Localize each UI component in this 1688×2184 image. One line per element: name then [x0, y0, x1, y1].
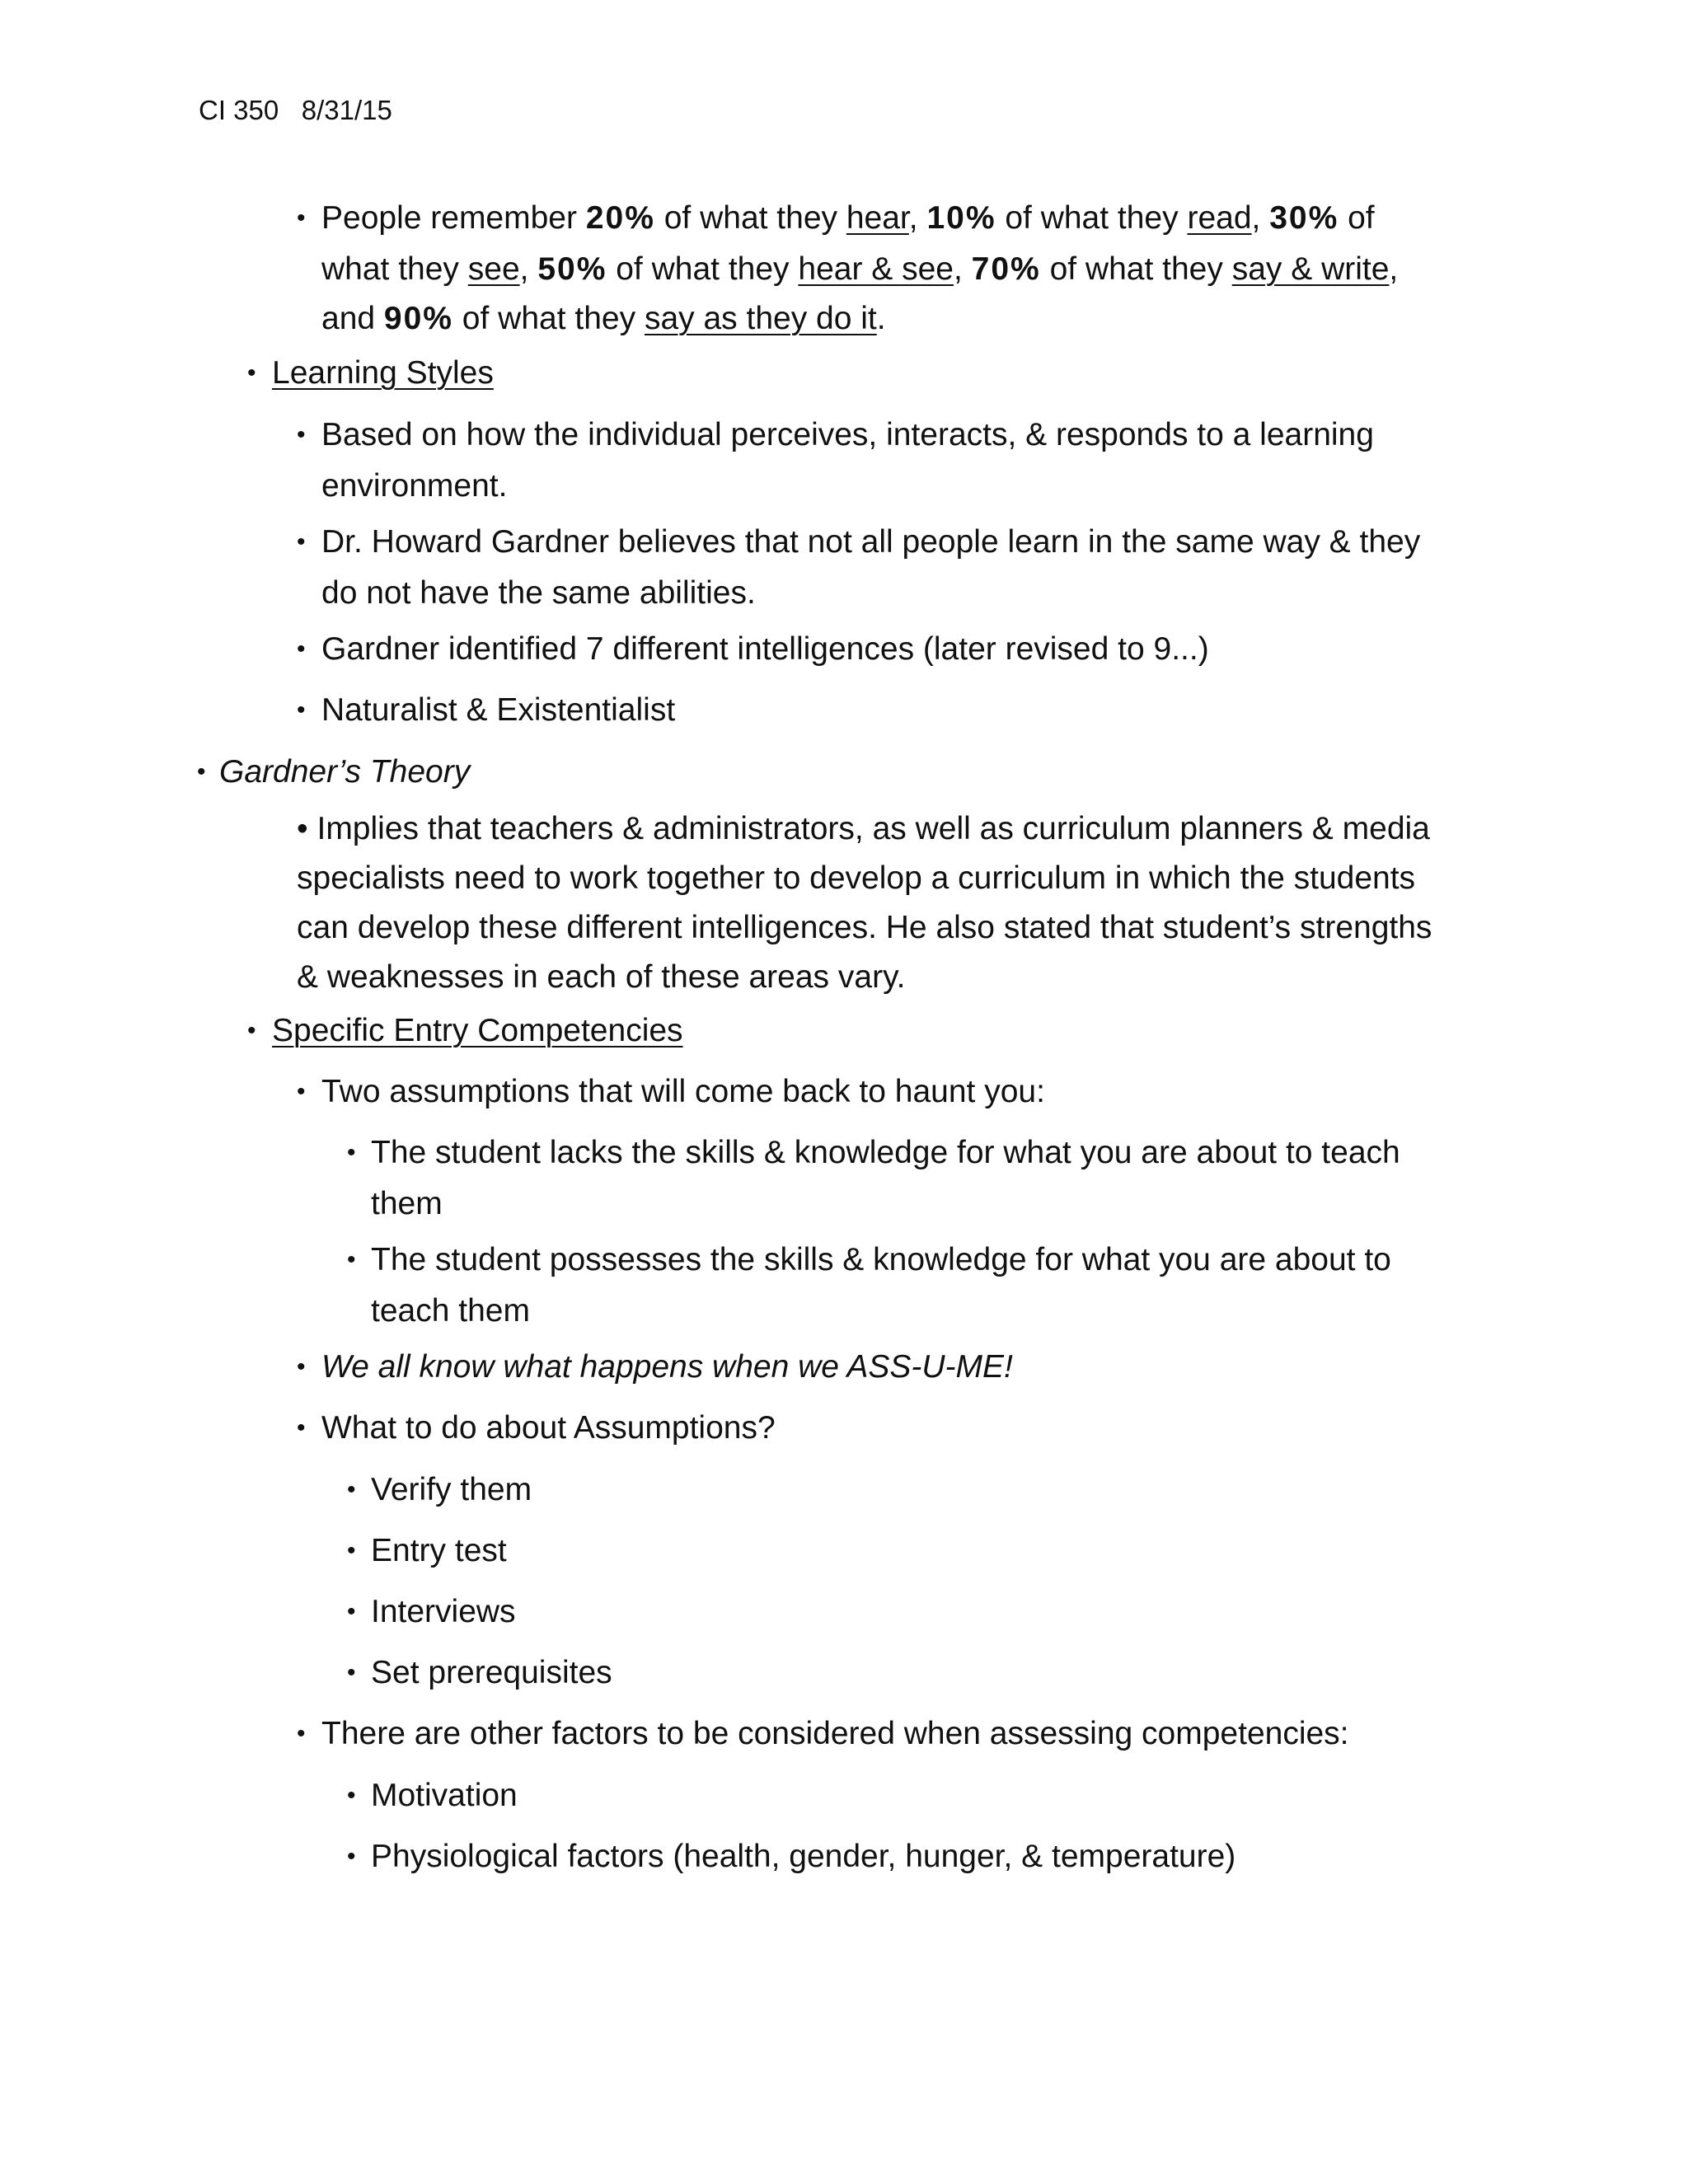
- learning-styles-item-1-line-2: environment.: [321, 468, 508, 504]
- gardner-para-line-3: can develop these different intelligences. He also stated that student’s strengths: [297, 910, 1432, 945]
- gardner-heading: Gardner’s Theory: [219, 754, 471, 790]
- bullet: •: [297, 204, 306, 232]
- say-do-text: say as they do it: [644, 301, 877, 336]
- assumptions-item: Two assumptions that will come back to haunt you:: [321, 1074, 1045, 1109]
- see-text: see: [467, 251, 520, 287]
- gardner-para-line-1: • Implies that teachers & administrators, as well as curriculum planners & media: [297, 811, 1430, 846]
- bullet: •: [297, 528, 306, 555]
- header-date: 8/31/15: [301, 95, 392, 125]
- bullet: •: [347, 1139, 356, 1166]
- read-text: read: [1187, 200, 1252, 236]
- assumption-1-line-1: The student lacks the skills & knowledge for what you are about to teach: [371, 1135, 1400, 1170]
- bullet: •: [297, 1078, 306, 1105]
- what-to-do-item: What to do about Assumptions?: [321, 1410, 776, 1446]
- do-item-3: Interviews: [371, 1594, 516, 1629]
- page-header: [199, 92, 392, 129]
- assumption-2-line-2: teach them: [371, 1293, 530, 1329]
- factor-item-2: Physiological factors (health, gender, hunger, & temperature): [371, 1839, 1236, 1874]
- bullet: •: [347, 1246, 356, 1273]
- bullet: •: [197, 758, 206, 785]
- bullet: •: [347, 1537, 356, 1564]
- bullet: •: [347, 1659, 356, 1686]
- bullet: •: [297, 635, 306, 663]
- learning-styles-heading: Learning Styles: [272, 355, 494, 391]
- bullet: •: [297, 696, 306, 724]
- learning-styles-item-4: Naturalist & Existentialist: [321, 692, 676, 728]
- bullet: •: [247, 359, 256, 387]
- factor-item-1: Motivation: [371, 1778, 518, 1813]
- bullet: •: [347, 1782, 356, 1809]
- retention-line-1: People remember 20% of what they hear, 10% of what they read, 30% of: [321, 200, 1375, 236]
- assume-item: We all know what happens when we ASS-U-ME!: [321, 1349, 1013, 1385]
- learning-styles-item-3: Gardner identified 7 different intelligences (later revised to 9...): [321, 631, 1209, 667]
- learning-styles-item-1-line-1: Based on how the individual perceives, interacts, & responds to a learning: [321, 417, 1374, 452]
- percent-20: 20%: [585, 200, 655, 236]
- bullet: •: [297, 421, 306, 448]
- bullet: •: [297, 1720, 306, 1747]
- say-write-text: say & write: [1231, 251, 1390, 287]
- assumption-1-line-2: them: [371, 1186, 443, 1221]
- retention-line-2: what they see, 50% of what they hear & see, 70% of what they say & write,: [321, 251, 1399, 287]
- bullet: •: [347, 1843, 356, 1870]
- percent-90: 90%: [383, 301, 453, 336]
- other-factors-item: There are other factors to be considered when assessing competencies:: [321, 1716, 1349, 1751]
- bullet: •: [347, 1598, 356, 1625]
- bullet: •: [297, 1414, 306, 1441]
- percent-10: 10%: [926, 200, 996, 236]
- retention-line-3: and 90% of what they say as they do it.: [321, 301, 886, 336]
- assumption-2-line-1: The student possesses the skills & knowledge for what you are about to: [371, 1242, 1391, 1277]
- learning-styles-item-2-line-2: do not have the same abilities.: [321, 575, 756, 611]
- bullet: •: [247, 1017, 256, 1044]
- do-item-2: Entry test: [371, 1533, 507, 1568]
- do-item-4: Set prerequisites: [371, 1655, 612, 1690]
- bullet: •: [297, 1353, 306, 1380]
- percent-50: 50%: [537, 251, 607, 287]
- gardner-para-line-2: specialists need to work together to develop a curriculum in which the students: [297, 860, 1416, 896]
- entry-heading: Specific Entry Competencies: [272, 1013, 683, 1048]
- gardner-para-line-4: & weaknesses in each of these areas vary.: [297, 959, 906, 995]
- do-item-1: Verify them: [371, 1472, 532, 1507]
- percent-30: 30%: [1269, 200, 1339, 236]
- hear-see-text: hear & see: [798, 251, 954, 287]
- bullet: •: [347, 1476, 356, 1503]
- hear-text: hear: [846, 200, 909, 236]
- learning-styles-item-2-line-1: Dr. Howard Gardner believes that not all people learn in the same way & they: [321, 524, 1421, 560]
- course-code: CI 350: [199, 95, 279, 125]
- percent-70: 70%: [971, 251, 1041, 287]
